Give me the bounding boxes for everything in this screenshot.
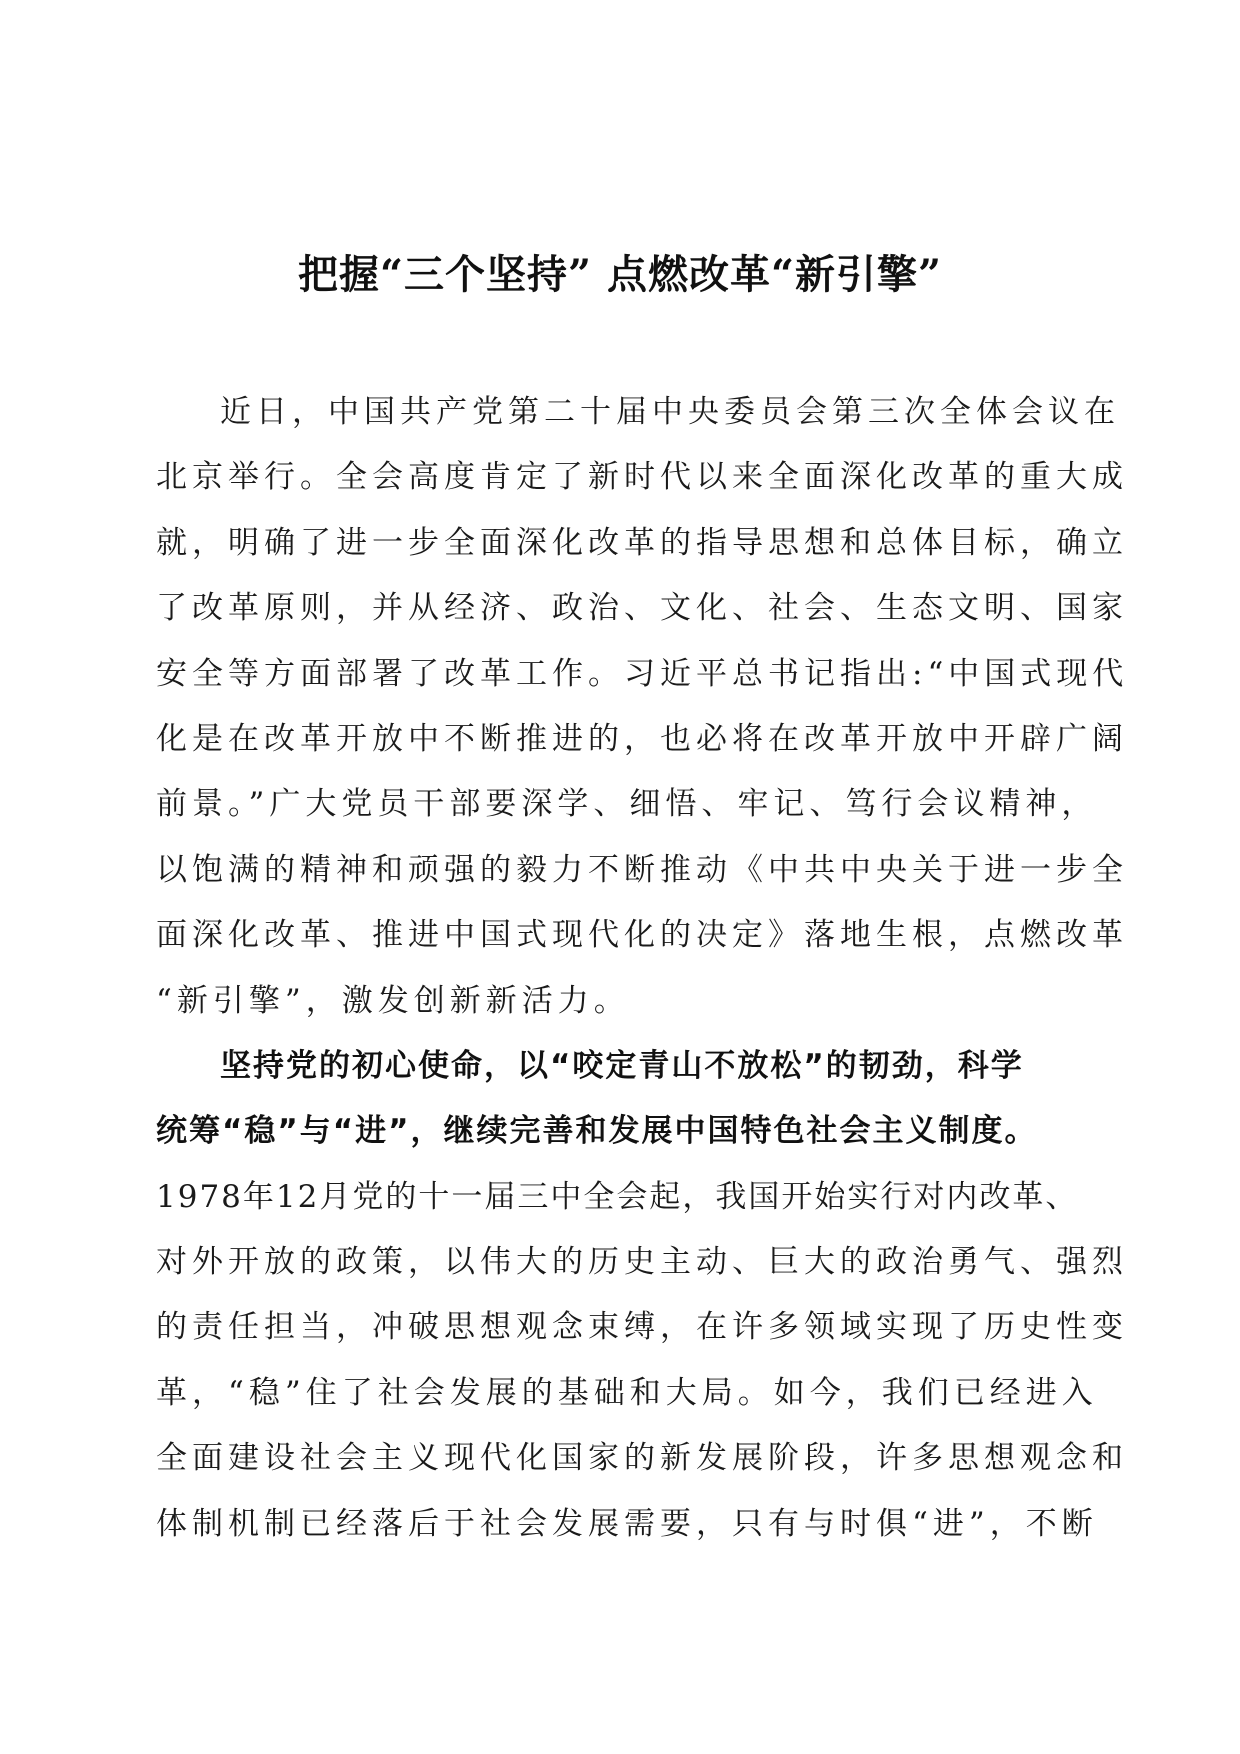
paragraph-1-line-7: 前景。”广大党员干部要深学、细悟、牢记、笃行会议精神， [156,786,1098,823]
document-body [156,380,1129,1557]
paragraph-2-line-2: 统筹“稳”与“进”，继续完善和发展中国特色社会主义制度。 [156,1113,1038,1150]
paragraph-1-line-5: 安全等方面部署了改革工作。习近平总书记指出:“中国式现代 [156,655,1129,692]
paragraph-1-line-2: 北京举行。全会高度肯定了新时代以来全面深化改革的重大成 [156,459,1128,496]
paragraph-1-line-10: “新引擎”，激发创新新活力。 [156,982,630,1019]
paragraph-1-line-3: 就，明确了进一步全面深化改革的指导思想和总体目标，确立 [156,524,1128,561]
paragraph-3-line-1: 1978年12月党的十一届三中全会起，我国开始实行对内改革、 [156,1178,1079,1215]
paragraph-1-line-9: 面深化改革、推进中国式现代化的决定》落地生根，点燃改革 [156,917,1128,954]
paragraph-1-line-6: 化是在改革开放中不断推进的，也必将在改革开放中开辟广阔 [156,720,1128,757]
paragraph-1-line-8: 以饱满的精神和顽强的毅力不断推动《中共中央关于进一步全 [156,851,1128,888]
paragraph-3-line-5: 全面建设社会主义现代化国家的新发展阶段，许多思想观念和 [156,1440,1128,1477]
paragraph-2-line-1: 坚持党的初心使命，以“咬定青山不放松”的韧劲，科学 [220,1047,1024,1084]
paragraph-3-line-3: 的责任担当，冲破思想观念束缚，在许多领域实现了历史性变 [156,1309,1128,1346]
paragraph-3-line-4: 革，“稳”住了社会发展的基础和大局。如今，我们已经进入 [156,1374,1098,1411]
paragraph-1-line-4: 了改革原则，并从经济、政治、文化、社会、生态文明、国家 [156,590,1128,627]
document-title: 把握“三个坚持” 点燃改革“新引擎” [298,251,942,298]
paragraph-3-line-6: 体制机制已经落后于社会发展需要，只有与时俱“进”，不断 [156,1505,1098,1542]
paragraph-3-line-2: 对外开放的政策，以伟大的历史主动、巨大的政治勇气、强烈 [156,1244,1128,1281]
paragraph-1-line-1: 近日，中国共产党第二十届中央委员会第三次全体会议在 [220,394,1120,430]
